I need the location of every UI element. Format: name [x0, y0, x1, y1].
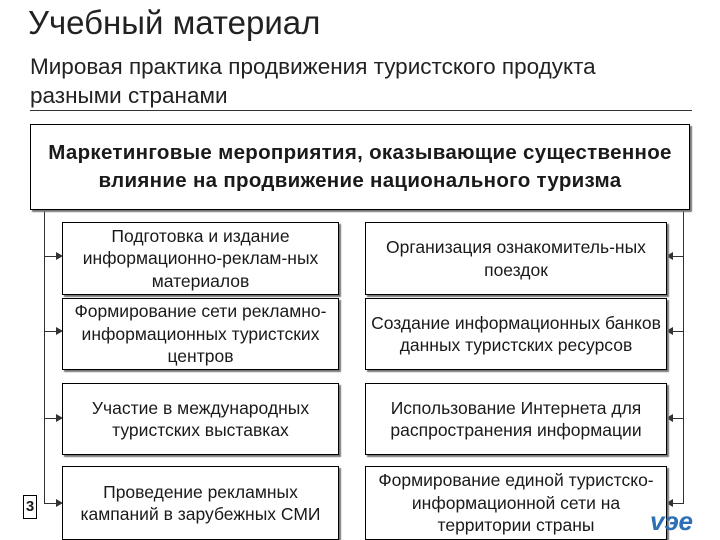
right-box-1: Организация ознакомитель-ных поездок: [365, 222, 667, 295]
main-concept-box: Маркетинговые мероприятия, оказывающие существенное влияние на продвижение национального туризма: [30, 124, 690, 210]
left-box-4: Проведение рекламных кампаний в зарубежных СМИ: [62, 466, 339, 540]
left-box-2: Формирование сети рекламно-информационных туристских центров: [62, 298, 339, 370]
right-connector-line: [683, 210, 684, 504]
right-box-2: Создание информационных банков данных туристских ресурсов: [365, 298, 667, 370]
arrow-right-2: [668, 331, 683, 332]
arrow-left-1: [44, 256, 61, 257]
arrow-left-4: [44, 503, 61, 504]
page-subtitle: Мировая практика продвижения туристского продукта разными странами: [30, 54, 596, 108]
left-box-3: Участие в международных туристских выставках: [62, 383, 339, 455]
arrow-left-3: [44, 418, 61, 419]
page-number: 3: [23, 495, 37, 519]
right-box-4: Формирование единой туристско-информационной сети на территории страны: [365, 466, 667, 540]
arrow-right-4: [668, 503, 683, 504]
page-title: Учебный материал: [28, 4, 321, 41]
logo: vэе: [650, 506, 693, 536]
left-connector-line: [44, 210, 45, 504]
arrow-left-2: [44, 331, 61, 332]
right-box-3: Использование Интернета для распространения информации: [365, 383, 667, 455]
arrow-right-3: [668, 418, 683, 419]
left-box-1: Подготовка и издание информационно-реклам-ных материалов: [62, 222, 339, 295]
arrow-right-1: [668, 256, 683, 257]
title-divider: [30, 110, 692, 111]
